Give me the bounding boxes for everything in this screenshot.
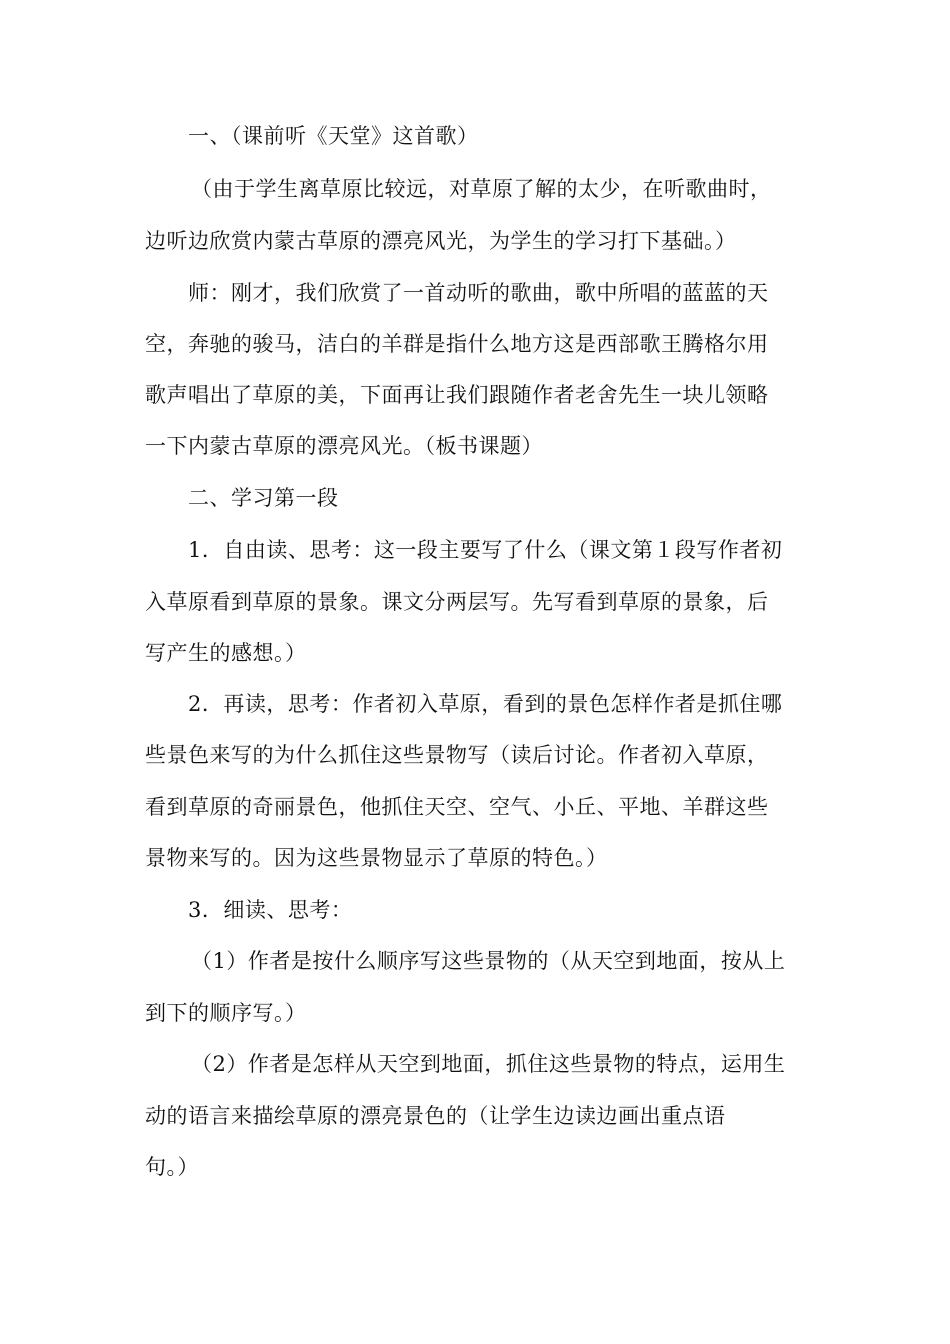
paragraph-line: 景物来写的。因为这些景物显示了草原的特色。） [145,846,608,870]
paragraph-line: 看到草原的奇丽景色，他抓住天空、空气、小丘、平地、羊群这些 [145,795,769,819]
paragraph-line: 写产生的感想。） [145,641,307,665]
paragraph-line: 句。） [145,1155,199,1179]
paragraph-line: 师：刚才，我们欣赏了一首动听的歌曲，歌中所唱的蓝蓝的天 [188,281,769,305]
paragraph-line: 边听边欣赏内蒙古草原的漂亮风光，为学生的学习打下基础。） [145,229,737,253]
paragraph-line: 3．细读、思考： [188,898,353,922]
paragraph-line: （2）作者是怎样从天空到地面，抓住这些景物的特点，运用生 [191,1052,786,1076]
paragraph-line: 歌声唱出了草原的美，下面再让我们跟随作者老舍先生一块儿领略 [145,383,769,407]
paragraph-line: 动的语言来描绘草原的漂亮景色的（让学生边读边画出重点语 [145,1104,726,1128]
paragraph-line: 些景色来写的为什么抓住这些景物写（读后讨论。作者初入草原， [145,743,769,767]
paragraph-line: （1）作者是按什么顺序写这些景物的（从天空到地面，按从上 [191,949,786,973]
paragraph-line: （由于学生离草原比较远，对草原了解的太少，在听歌曲时， [191,177,772,201]
heading-section-2: 二、学习第一段 [188,486,339,510]
paragraph-line: 入草原看到草原的景象。课文分两层写。先写看到草原的景象，后 [145,590,769,614]
paragraph-line: 2．再读，思考：作者初入草原，看到的景色怎样作者是抓住哪 [188,692,783,716]
paragraph-line: 到下的顺序写。） [145,1001,307,1025]
paragraph-line: 空，奔驰的骏马，洁白的羊群是指什么地方这是西部歌王腾格尔用 [145,332,769,356]
heading-section-1: 一、（课前听《天堂》这首歌） [188,124,479,148]
paragraph-line: 一下内蒙古草原的漂亮风光。（板书课题） [145,434,543,458]
paragraph-line: 1．自由读、思考：这一段主要写了什么（课文第１段写作者初 [188,538,783,562]
